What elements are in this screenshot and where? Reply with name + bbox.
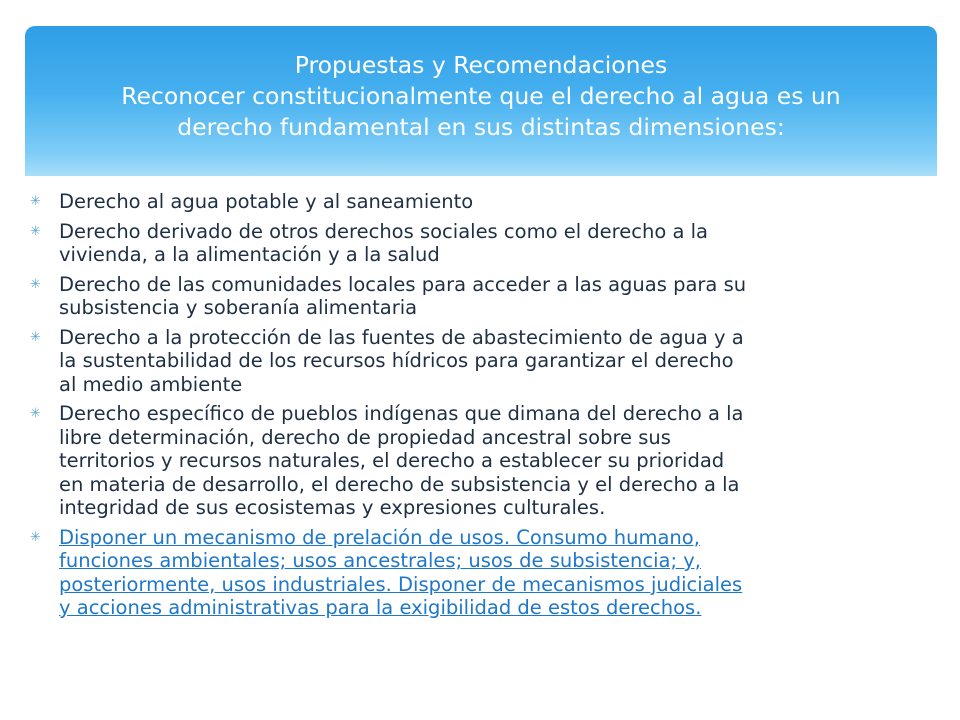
bullet-text-line: libre determinación, derecho de propiedad ancestral sobre sus bbox=[59, 425, 671, 449]
bullet-item-prelacion-usos-link[interactable] bbox=[30, 526, 920, 620]
link-text-line[interactable]: y acciones administrativas para la exigibilidad de estos derechos. bbox=[59, 596, 702, 619]
bullet-text-line: Derecho al agua potable y al saneamiento bbox=[59, 190, 474, 213]
slide-subtitle-line-2: derecho fundamental en sus distintas dimensiones: bbox=[177, 113, 785, 141]
asterisk-bullet-icon: ✳ bbox=[30, 529, 41, 545]
asterisk-bullet-icon: ✳ bbox=[30, 194, 41, 209]
bullet-text-line: subsistencia y soberanía alimentaria bbox=[59, 296, 418, 319]
bullet-item-pueblos-indigenas bbox=[30, 402, 920, 520]
bullet-item-derechos-sociales bbox=[30, 220, 920, 267]
link-text-line[interactable]: Disponer un mecanismo de prelación de usos. Consumo humano, bbox=[59, 525, 700, 549]
link-text-line[interactable]: funciones ambientales; usos ancestrales; usos de subsistencia; y, bbox=[59, 549, 701, 572]
bullet-item-comunidades-locales bbox=[30, 273, 920, 320]
slide-title: Propuestas y Recomendaciones bbox=[294, 51, 668, 79]
bullet-item-agua-potable bbox=[30, 190, 920, 214]
bullet-text-line: territorios y recursos naturales, el derecho a establecer su prioridad bbox=[59, 449, 725, 472]
bullet-text-line: Derecho específico de pueblos indígenas que dimana del derecho a la bbox=[59, 402, 744, 425]
bullet-text-line: al medio ambiente bbox=[59, 372, 243, 396]
asterisk-bullet-icon: ✳ bbox=[30, 329, 41, 345]
link-text-line[interactable]: posteriormente, usos industriales. Disponer de mecanismos judiciales bbox=[59, 572, 743, 596]
bullet-text-line: Derecho de las comunidades locales para acceder a las aguas para su bbox=[59, 272, 747, 296]
bullet-text-line: Derecho a la protección de las fuentes de abastecimiento de agua y a bbox=[59, 325, 744, 349]
bullet-text-line: integridad de sus ecosistemas y expresiones culturales. bbox=[59, 496, 606, 519]
slide-subtitle-line-1: Reconocer constitucionalmente que el derecho al agua es un bbox=[121, 82, 841, 110]
asterisk-bullet-icon: ✳ bbox=[30, 406, 41, 421]
bullet-text-line: Derecho derivado de otros derechos sociales como el derecho a la bbox=[59, 219, 708, 243]
bullet-list bbox=[30, 190, 920, 626]
bullet-item-proteccion-fuentes bbox=[30, 326, 920, 397]
asterisk-bullet-icon: ✳ bbox=[30, 223, 41, 239]
title-banner bbox=[25, 26, 937, 176]
bullet-text-line: en materia de desarrollo, el derecho de subsistencia y el derecho a la bbox=[59, 472, 740, 496]
bullet-text-line: la sustentabilidad de los recursos hídricos para garantizar el derecho bbox=[59, 349, 734, 372]
asterisk-bullet-icon: ✳ bbox=[30, 276, 41, 292]
bullet-text-line: vivienda, a la alimentación y a la salud bbox=[59, 243, 440, 266]
